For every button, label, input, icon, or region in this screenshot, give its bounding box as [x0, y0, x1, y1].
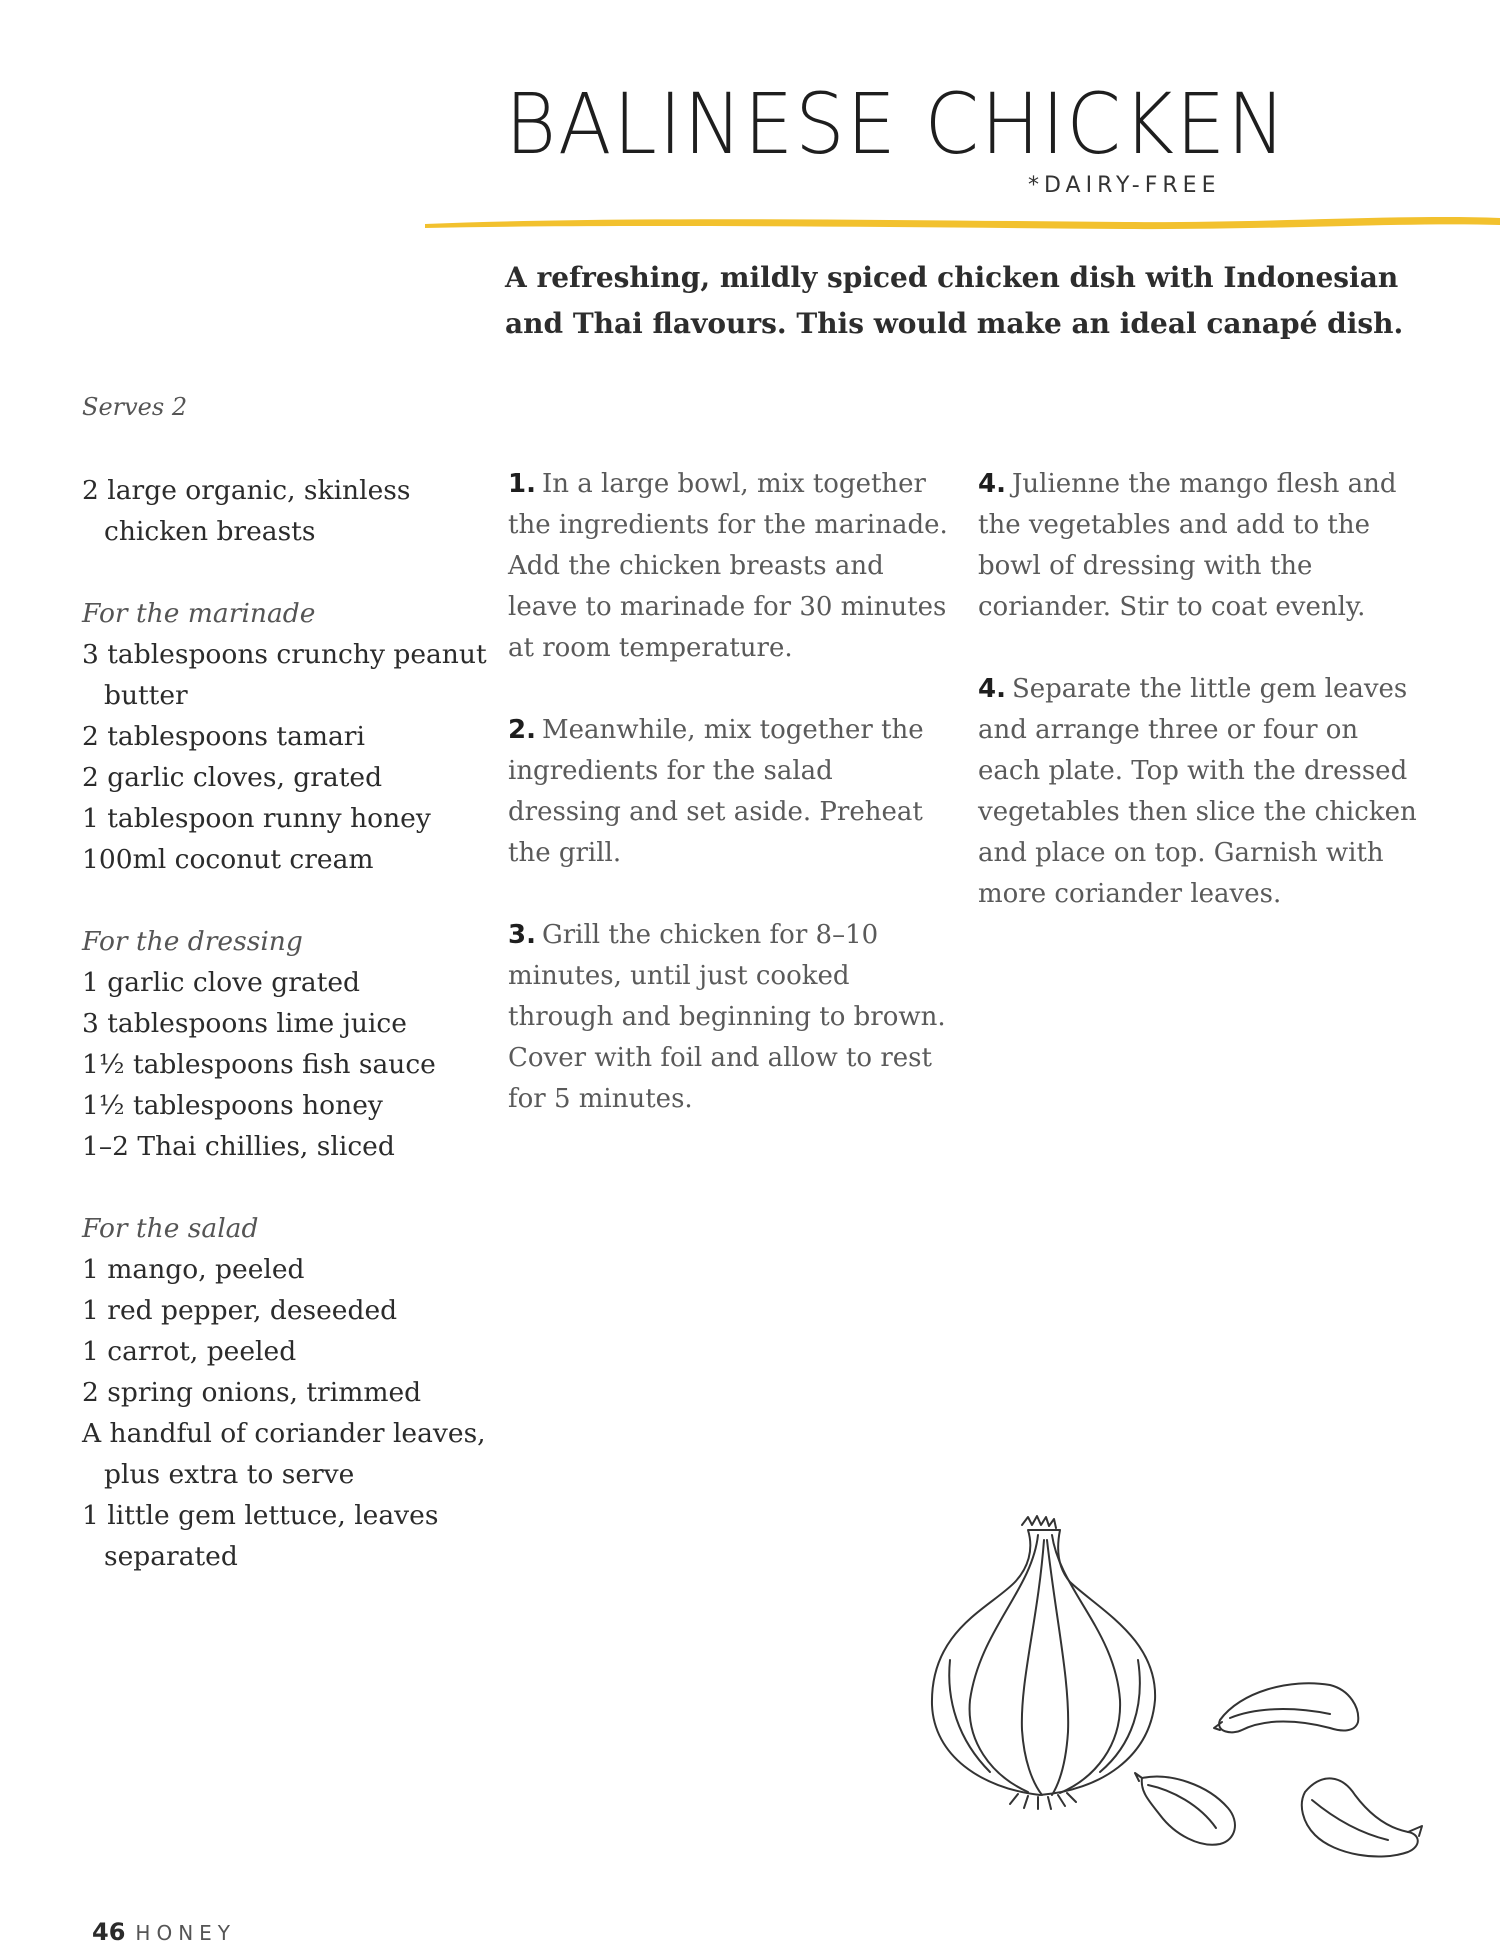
step-number: 4. — [978, 674, 1006, 704]
ingredient-item: 1 red pepper, deseeded — [82, 1295, 398, 1326]
ingredient-item: 1 carrot, peeled — [82, 1336, 297, 1367]
ingredient-item: 100ml coconut cream — [82, 844, 374, 875]
ingredient-item: 2 tablespoons tamari — [82, 721, 365, 752]
method-step-2 — [508, 710, 948, 874]
serves-label: Serves 2 — [82, 393, 188, 421]
garlic-clove-icon — [1302, 1778, 1422, 1856]
dairy-free-tag: *DAIRY-FREE — [1028, 173, 1221, 198]
ingredient-item: 2 large organic, skinless chicken breasts — [82, 475, 411, 547]
method-step-1 — [508, 464, 948, 669]
ingredient-item: 1 tablespoon runny honey — [82, 803, 431, 834]
ingredient-item: 1 little gem lettuce, leaves separated — [82, 1500, 439, 1572]
step-text: Meanwhile, mix together the ingredients for the salad dressing and set aside. Preheat the grill. — [508, 715, 924, 868]
method-step-3 — [508, 915, 948, 1120]
salad-heading: For the salad — [82, 1213, 259, 1244]
garlic-clove-icon — [1214, 1683, 1358, 1732]
step-number: 4. — [978, 469, 1006, 499]
ingredient-item: 2 garlic cloves, grated — [82, 762, 383, 793]
yellow-brush-stroke — [425, 212, 1500, 242]
step-text: Grill the chicken for 8–10 minutes, until just cooked through and beginning to brown. Cover with foil and allow to rest for 5 minutes. — [508, 920, 946, 1114]
ingredient-item: 1 mango, peeled — [82, 1254, 305, 1285]
step-number: 2. — [508, 715, 536, 745]
method-column-1 — [508, 464, 948, 1161]
ingredient-item: 1½ tablespoons honey — [82, 1090, 383, 1121]
method-step-5 — [978, 669, 1418, 915]
garlic-clove-icon — [1135, 1773, 1235, 1845]
ingredient-item: 3 tablespoons lime juice — [82, 1008, 407, 1039]
ingredient-item: 1½ tablespoons fish sauce — [82, 1049, 436, 1080]
ingredient-item: 3 tablespoons crunchy peanut butter — [82, 639, 487, 711]
step-text: Separate the little gem leaves and arrange three or four on each plate. Top with the dressed vegetables then slice the chicken and place on top. Garnish with more coriander leaves. — [978, 674, 1417, 909]
step-number: 3. — [508, 920, 536, 950]
garlic-illustration — [910, 1510, 1450, 1910]
intro-line-1: A refreshing, mildly spiced chicken dish with Indonesian — [505, 261, 1399, 294]
method-column-2 — [978, 464, 1418, 956]
book-brand: HONEY — [135, 1921, 237, 1945]
ingredient-item: 2 spring onions, trimmed — [82, 1377, 422, 1408]
marinade-heading: For the marinade — [82, 598, 316, 629]
ingredient-item: 1 garlic clove grated — [82, 967, 361, 998]
method-step-4 — [978, 464, 1418, 628]
intro-text — [505, 255, 1405, 347]
intro-line-2: and Thai flavours. This would make an ideal canapé dish. — [505, 307, 1404, 340]
page-number: 46 — [92, 1918, 126, 1946]
step-text: In a large bowl, mix together the ingredients for the marinade. Add the chicken breasts and leave to marinade for 30 minutes at room temperature. — [508, 469, 948, 663]
step-text: Julienne the mango flesh and the vegetables and add to the bowl of dressing with the coriander. Stir to coat evenly. — [978, 469, 1397, 622]
page-footer — [92, 1918, 236, 1946]
recipe-title: BALINESE CHICKEN — [505, 75, 1288, 173]
dressing-heading: For the dressing — [82, 926, 303, 957]
step-number: 1. — [508, 469, 536, 499]
ingredients-list — [82, 470, 502, 1577]
garlic-bulb-icon — [932, 1516, 1155, 1809]
ingredient-item: A handful of coriander leaves, plus extra to serve — [82, 1418, 486, 1490]
ingredient-item: 1–2 Thai chillies, sliced — [82, 1131, 395, 1162]
